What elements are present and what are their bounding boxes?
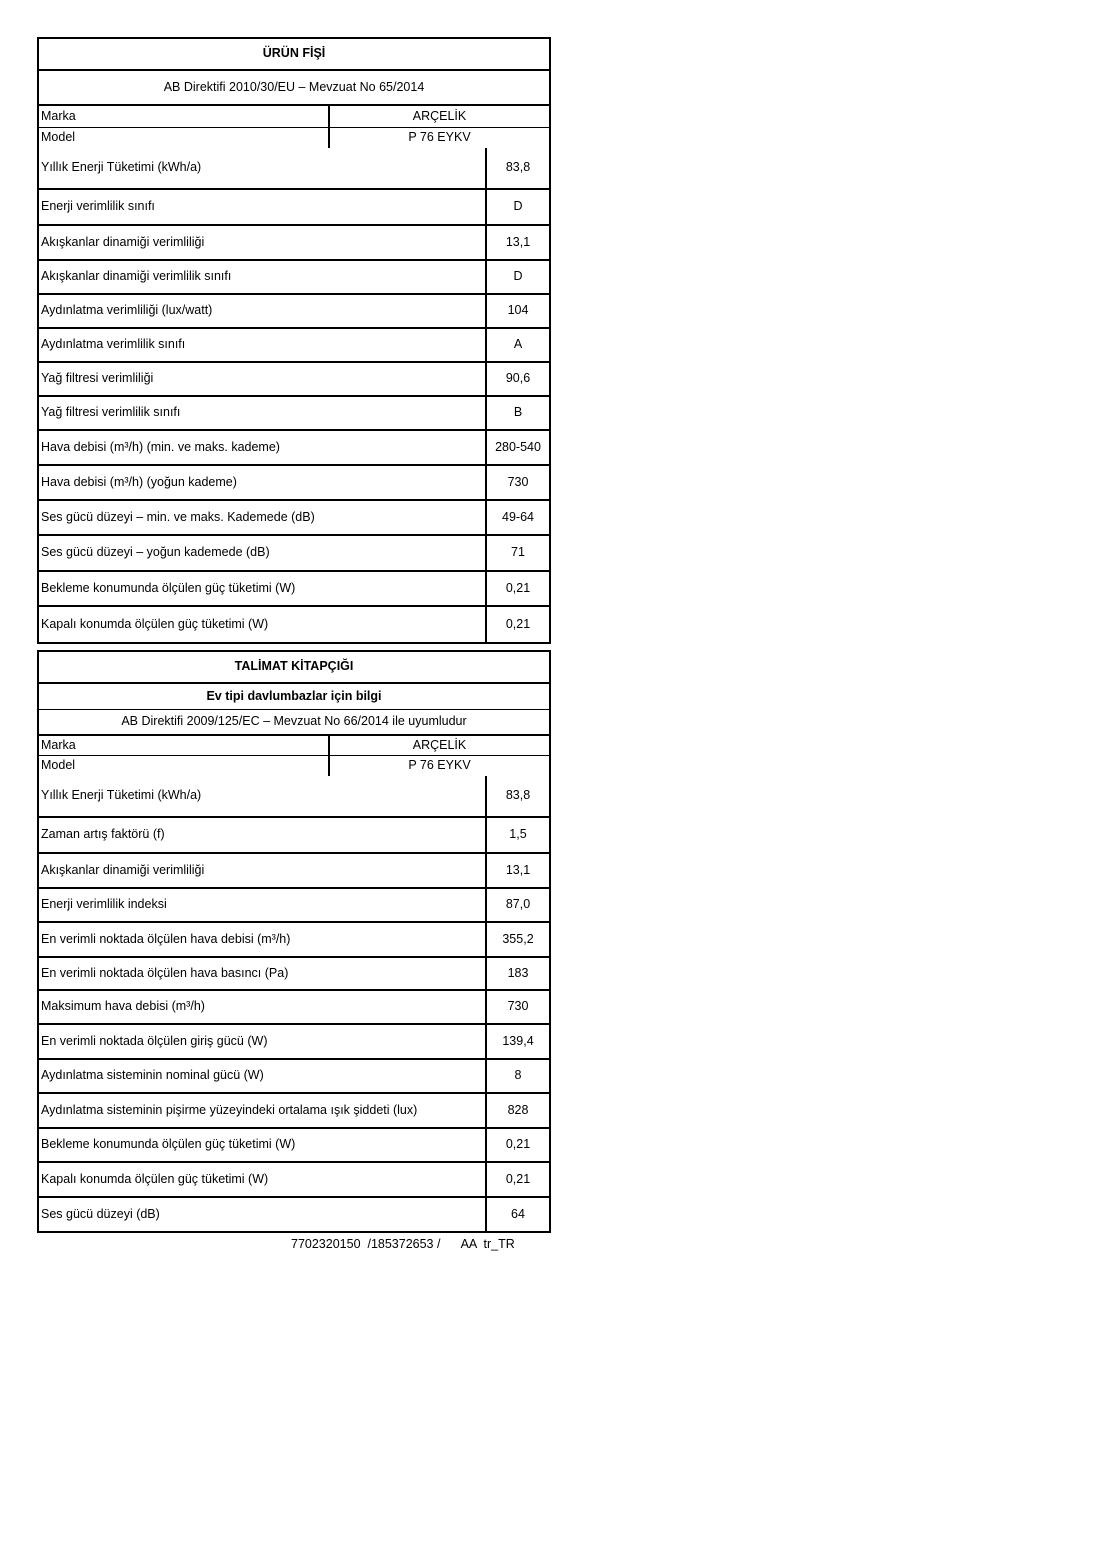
booklet-subtitle: Ev tipi davlumbazlar için bilgi bbox=[206, 688, 382, 703]
spec-row bbox=[39, 224, 549, 259]
booklet-model-label: Model bbox=[41, 758, 76, 773]
spec-value: 83,8 bbox=[485, 148, 549, 188]
spec-value: 183 bbox=[485, 958, 549, 989]
spec-row bbox=[39, 852, 549, 887]
spec-label: Yıllık Enerji Tüketimi (kWh/a) bbox=[41, 160, 202, 175]
brand-label: Marka bbox=[41, 108, 76, 123]
booklet-spec-rows bbox=[39, 776, 549, 1231]
spec-row bbox=[39, 1092, 549, 1127]
spec-value: A bbox=[485, 329, 549, 361]
spec-value: 87,0 bbox=[485, 889, 549, 921]
spec-row bbox=[39, 1023, 549, 1058]
spec-label: Enerji verimlilik sınıfı bbox=[41, 199, 155, 214]
spec-value: 355,2 bbox=[485, 923, 549, 956]
product-sheet-spec-rows bbox=[39, 148, 549, 642]
spec-label: Kapalı konumda ölçülen güç tüketimi (W) bbox=[41, 616, 269, 631]
spec-value: 730 bbox=[485, 991, 549, 1023]
spec-row bbox=[39, 429, 549, 464]
spec-row bbox=[39, 605, 549, 642]
model-value: P 76 EYKV bbox=[328, 128, 549, 148]
spec-row bbox=[39, 361, 549, 395]
product-sheet-subtitle-row bbox=[39, 69, 549, 104]
spec-value: 64 bbox=[485, 1198, 549, 1231]
booklet-directive-row bbox=[39, 709, 549, 734]
spec-label: Aydınlatma sisteminin pişirme yüzeyindeki ortalama ışık şiddeti (lux) bbox=[41, 1102, 418, 1117]
spec-row bbox=[39, 956, 549, 989]
product-sheet-title-row bbox=[39, 39, 549, 69]
brand-row bbox=[39, 104, 549, 127]
model-label: Model bbox=[41, 130, 76, 145]
spec-label: Yağ filtresi verimliliği bbox=[41, 371, 154, 386]
booklet-directive: AB Direktifi 2009/125/EC – Mevzuat No 66/2014 ile uyumludur bbox=[121, 714, 467, 729]
spec-row bbox=[39, 1058, 549, 1092]
product-sheet-table bbox=[37, 37, 551, 644]
booklet-model-row bbox=[39, 755, 549, 776]
spec-row bbox=[39, 989, 549, 1023]
spec-value: 280-540 bbox=[485, 431, 549, 464]
spec-label: Hava debisi (m³/h) (yoğun kademe) bbox=[41, 474, 237, 489]
spec-label: Akışkanlar dinamiği verimliliği bbox=[41, 234, 205, 249]
spec-value: 13,1 bbox=[485, 226, 549, 259]
spec-value: 90,6 bbox=[485, 363, 549, 395]
booklet-model-value: P 76 EYKV bbox=[328, 756, 549, 776]
spec-value: 139,4 bbox=[485, 1025, 549, 1058]
spec-row bbox=[39, 1161, 549, 1196]
booklet-subtitle-row bbox=[39, 682, 549, 709]
booklet-brand-row bbox=[39, 734, 549, 755]
spec-label: Aydınlatma verimliliği (lux/watt) bbox=[41, 303, 213, 318]
spec-row bbox=[39, 1196, 549, 1231]
spec-value: 828 bbox=[485, 1094, 549, 1127]
booklet-brand-label: Marka bbox=[41, 737, 76, 752]
spec-value: 0,21 bbox=[485, 572, 549, 605]
spec-label: Bekleme konumunda ölçülen güç tüketimi (W) bbox=[41, 580, 296, 595]
brand-value: ARÇELİK bbox=[328, 106, 549, 127]
spec-value: 83,8 bbox=[485, 776, 549, 816]
spec-label: En verimli noktada ölçülen giriş gücü (W) bbox=[41, 1033, 268, 1048]
spec-label: Enerji verimlilik indeksi bbox=[41, 897, 167, 912]
spec-label: Aydınlatma sisteminin nominal gücü (W) bbox=[41, 1068, 264, 1083]
spec-row bbox=[39, 887, 549, 921]
spec-label: Ses gücü düzeyi – min. ve maks. Kademede (dB) bbox=[41, 509, 315, 524]
spec-row bbox=[39, 1127, 549, 1161]
booklet-title-row bbox=[39, 652, 549, 682]
spec-value: D bbox=[485, 261, 549, 293]
spec-value: 730 bbox=[485, 466, 549, 499]
booklet-title: TALİMAT KİTAPÇIĞI bbox=[234, 659, 354, 674]
spec-label: Akışkanlar dinamiği verimlilik sınıfı bbox=[41, 269, 232, 284]
spec-label: En verimli noktada ölçülen hava debisi (m³/h) bbox=[41, 931, 291, 946]
spec-label: Zaman artış faktörü (f) bbox=[41, 827, 165, 842]
spec-value: D bbox=[485, 190, 549, 224]
spec-label: Ses gücü düzeyi – yoğun kademede (dB) bbox=[41, 545, 270, 560]
spec-label: Ses gücü düzeyi (dB) bbox=[41, 1206, 160, 1221]
spec-row bbox=[39, 293, 549, 327]
spec-value: 1,5 bbox=[485, 818, 549, 852]
spec-row bbox=[39, 395, 549, 429]
spec-value: 0,21 bbox=[485, 607, 549, 642]
spec-label: Aydınlatma verimlilik sınıfı bbox=[41, 337, 186, 352]
spec-row bbox=[39, 188, 549, 224]
spec-value: 0,21 bbox=[485, 1129, 549, 1161]
spec-label: En verimli noktada ölçülen hava basıncı (Pa) bbox=[41, 965, 289, 980]
spec-value: 49-64 bbox=[485, 501, 549, 534]
spec-row bbox=[39, 816, 549, 852]
product-sheet-subtitle: AB Direktifi 2010/30/EU – Mevzuat No 65/2014 bbox=[163, 79, 425, 94]
model-row bbox=[39, 127, 549, 148]
spec-row bbox=[39, 570, 549, 605]
spec-value: 13,1 bbox=[485, 854, 549, 887]
product-sheet-title: ÜRÜN FİŞİ bbox=[262, 46, 326, 61]
booklet-brand-value: ARÇELİK bbox=[328, 736, 549, 755]
spec-value: 8 bbox=[485, 1060, 549, 1092]
spec-row bbox=[39, 776, 549, 816]
spec-row bbox=[39, 148, 549, 188]
instruction-booklet-table bbox=[37, 650, 551, 1233]
spec-label: Bekleme konumunda ölçülen güç tüketimi (W) bbox=[41, 1137, 296, 1152]
spec-row bbox=[39, 921, 549, 956]
spec-value: 104 bbox=[485, 295, 549, 327]
spec-value: 0,21 bbox=[485, 1163, 549, 1196]
spec-value: B bbox=[485, 397, 549, 429]
spec-row bbox=[39, 327, 549, 361]
spec-label: Kapalı konumda ölçülen güç tüketimi (W) bbox=[41, 1171, 269, 1186]
spec-label: Akışkanlar dinamiği verimliliği bbox=[41, 862, 205, 877]
spec-label: Yağ filtresi verimlilik sınıfı bbox=[41, 405, 181, 420]
spec-row bbox=[39, 259, 549, 293]
spec-row bbox=[39, 464, 549, 499]
spec-row bbox=[39, 499, 549, 534]
spec-row bbox=[39, 534, 549, 570]
spec-value: 71 bbox=[485, 536, 549, 570]
spec-label: Maksimum hava debisi (m³/h) bbox=[41, 999, 205, 1014]
spec-label: Yıllık Enerji Tüketimi (kWh/a) bbox=[41, 788, 202, 803]
spec-label: Hava debisi (m³/h) (min. ve maks. kademe) bbox=[41, 439, 280, 454]
document-footer-code: 7702320150 /185372653 / AA tr_TR bbox=[291, 1237, 515, 1251]
